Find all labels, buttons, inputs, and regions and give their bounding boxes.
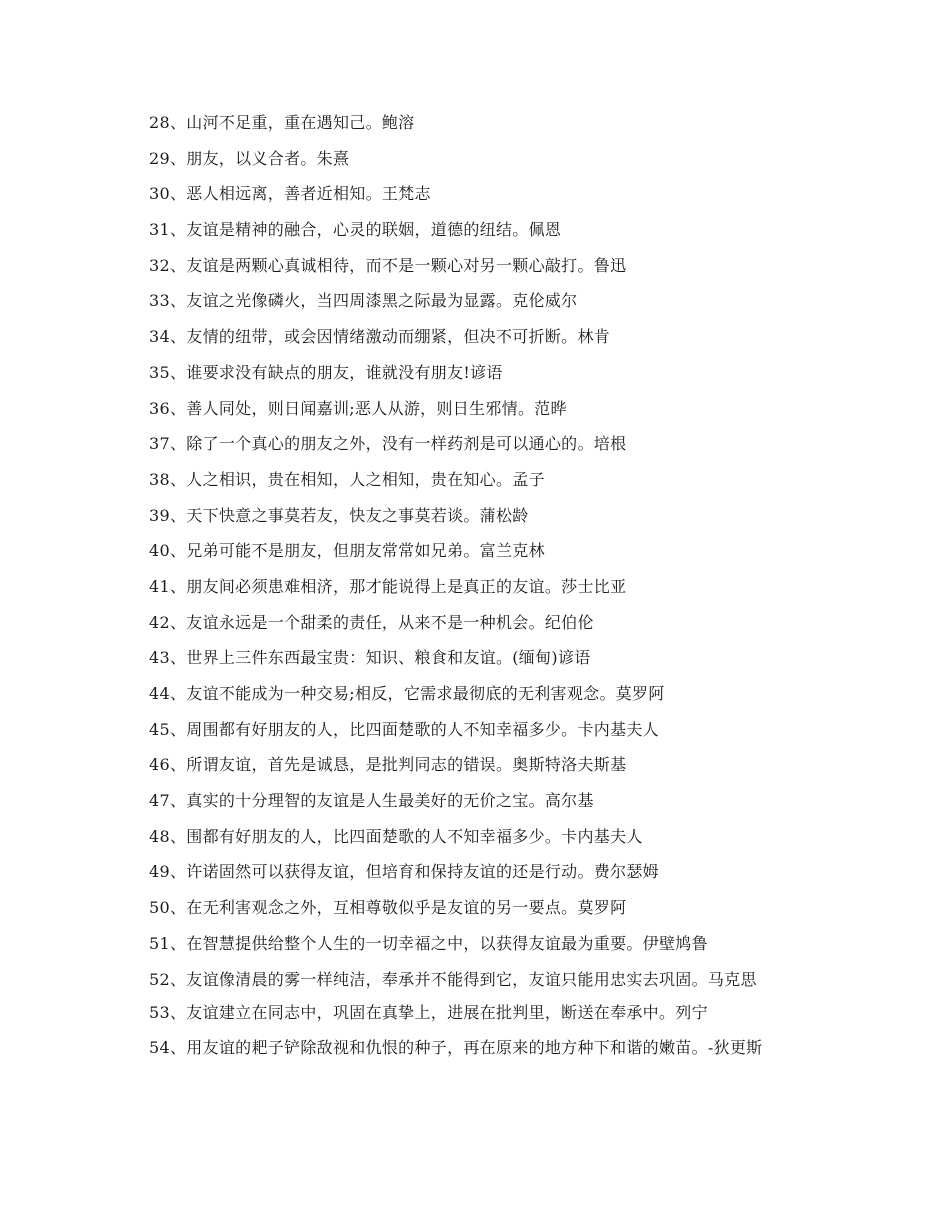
quote-text: 朋友间必须患难相济，那才能说得上是真正的友谊。莎士比亚	[186, 576, 627, 596]
quote-text: 除了一个真心的朋友之外，没有一样药剂是可以通心的。培根	[186, 434, 627, 454]
quote-text: 用友谊的耙子铲除敌视和仇恨的种子，再在原来的地方种下和谐的嫩苗。-狄更斯	[186, 1038, 763, 1058]
quote-number: 34、	[149, 327, 187, 347]
quote-28	[113, 111, 833, 135]
quote-text: 周围都有好朋友的人，比四面楚歌的人不知幸福多少。卡内基夫人	[186, 719, 659, 739]
quote-number: 44、	[149, 684, 187, 703]
quote-list	[113, 111, 833, 1069]
quote-47	[113, 789, 833, 813]
quote-number: 47、	[149, 791, 187, 811]
quote-text: 友谊是精神的融合，心灵的联姻，道德的纽结。佩恩	[186, 220, 562, 240]
quote-32	[113, 254, 833, 278]
quote-37	[113, 432, 833, 456]
quote-31	[113, 218, 833, 242]
quote-text: 山河不足重，重在遇知己。鲍溶	[186, 113, 415, 132]
quote-number: 54、	[149, 1038, 187, 1058]
quote-50	[113, 896, 833, 920]
quote-38	[113, 468, 833, 492]
quote-text: 友谊建立在同志中，巩固在真挚上，进展在批判里，断送在奉承中。列宁	[186, 1002, 708, 1022]
quote-54	[113, 1036, 833, 1060]
quote-39	[113, 504, 833, 528]
quote-text: 兄弟可能不是朋友，但朋友常常如兄弟。富兰克林	[186, 541, 545, 561]
quote-text: 世界上三件东西最宝贵：知识、粮食和友谊。(缅甸)谚语	[186, 648, 591, 668]
quote-number: 39、	[149, 505, 187, 525]
quote-text: 围都有好朋友的人，比四面楚歌的人不知幸福多少。卡内基夫人	[186, 826, 643, 846]
quote-text: 在智慧提供给整个人生的一切幸福之中，以获得友谊最为重要。伊壁鸠鲁	[186, 933, 708, 953]
quote-number: 28、	[149, 113, 187, 132]
quote-text: 恶人相远离，善者近相知。王梵志	[186, 184, 431, 204]
quote-text: 谁要求没有缺点的朋友，谁就没有朋友!谚语	[186, 362, 503, 382]
quote-number: 35、	[149, 362, 187, 382]
quote-number: 37、	[149, 434, 187, 454]
quote-51	[113, 932, 833, 956]
quote-35	[113, 361, 833, 385]
quote-number: 51、	[149, 933, 187, 953]
quote-number: 31、	[149, 220, 187, 240]
quote-text: 友谊之光像磷火，当四周漆黑之际最为显露。克伦威尔	[186, 291, 578, 311]
quote-52	[113, 968, 833, 992]
quote-29	[113, 147, 833, 171]
quote-number: 33、	[149, 291, 187, 311]
quote-number: 48、	[149, 826, 187, 846]
quote-number: 45、	[149, 719, 187, 739]
quote-41	[113, 575, 833, 599]
quote-number: 32、	[149, 255, 187, 275]
quote-text: 朋友，以义合者。朱熹	[186, 148, 350, 168]
quote-30	[113, 182, 833, 206]
quote-number: 53、	[149, 1002, 187, 1022]
quote-number: 36、	[149, 398, 187, 418]
quote-number: 42、	[149, 612, 187, 632]
quote-number: 38、	[149, 469, 187, 489]
quote-text: 友谊不能成为一种交易;相反，它需求最彻底的无利害观念。莫罗阿	[186, 684, 665, 703]
quote-number: 41、	[149, 576, 187, 596]
quote-46	[113, 753, 833, 777]
quote-34	[113, 325, 833, 349]
quote-text: 友情的纽带，或会因情绪激动而绷紧，但决不可折断。林肯	[186, 327, 611, 347]
quote-text: 友谊像清晨的雾一样纯洁，奉承并不能得到它，友谊只能用忠实去巩固。马克思	[186, 969, 757, 989]
quote-number: 29、	[149, 148, 187, 168]
quote-text: 善人同处，则日闻嘉训;恶人从游，则日生邪情。范晔	[186, 398, 567, 418]
quote-number: 40、	[149, 541, 187, 561]
quote-text: 许诺固然可以获得友谊，但培育和保持友谊的还是行动。费尔瑟姆	[186, 862, 659, 882]
quote-text: 人之相识，贵在相知，人之相知，贵在知心。孟子	[186, 469, 545, 489]
quote-number: 46、	[149, 755, 187, 775]
quote-48	[113, 825, 833, 849]
quote-text: 天下快意之事莫若友，快友之事莫若谈。蒲松龄	[186, 505, 529, 525]
quote-43	[113, 646, 833, 670]
quote-53	[113, 1001, 833, 1025]
quote-33	[113, 289, 833, 313]
quote-49	[113, 860, 833, 884]
quote-number: 30、	[149, 184, 187, 204]
quote-45	[113, 718, 833, 742]
quote-44	[113, 682, 833, 706]
quote-number: 49、	[149, 862, 187, 882]
quote-text: 在无利害观念之外，互相尊敬似乎是友谊的另一要点。莫罗阿	[186, 898, 627, 918]
quote-40	[113, 539, 833, 563]
quote-text: 友谊是两颗心真诚相待，而不是一颗心对另一颗心敲打。鲁迅	[186, 255, 627, 275]
quote-number: 52、	[149, 969, 187, 989]
quote-42	[113, 611, 833, 635]
quote-36	[113, 397, 833, 421]
quote-text: 所谓友谊，首先是诚恳，是批判同志的错误。奥斯特洛夫斯基	[186, 755, 627, 775]
quote-text: 真实的十分理智的友谊是人生最美好的无价之宝。高尔基	[186, 791, 594, 811]
quote-number: 43、	[149, 648, 187, 668]
quote-number: 50、	[149, 898, 187, 918]
quote-text: 友谊永远是一个甜柔的责任，从来不是一种机会。纪伯伦	[186, 612, 594, 632]
